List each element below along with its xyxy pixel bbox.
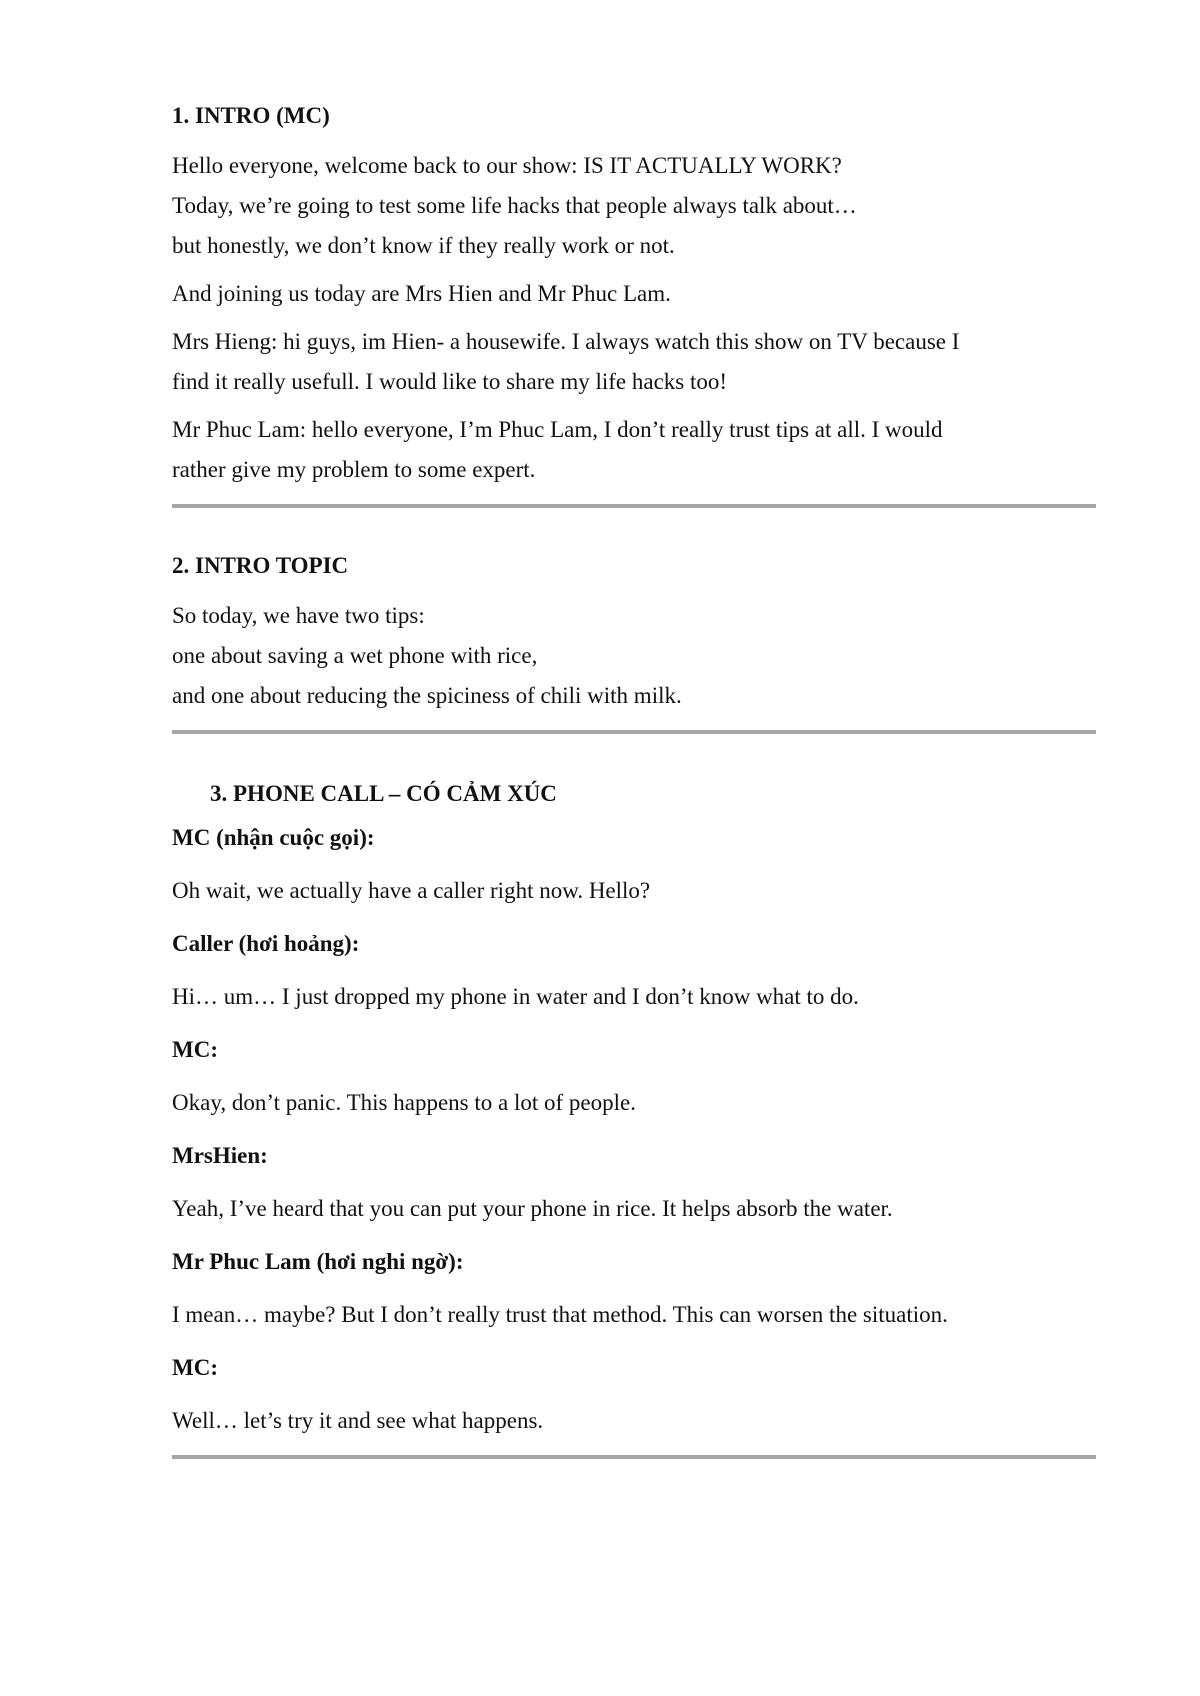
section-divider [172, 1455, 1096, 1459]
speaker-label: MC: [172, 1037, 218, 1062]
text-line: So today, we have two tips: [172, 603, 425, 628]
speaker-label: MC: [172, 1355, 218, 1380]
section-heading: 1. INTRO (MC) [172, 103, 330, 128]
document-page [172, 100, 1096, 1459]
text-line: and one about reducing the spiciness of chili with milk. [172, 683, 682, 708]
text-line: rather give my problem to some expert. [172, 457, 536, 482]
text-line: find it really usefull. I would like to share my life hacks too! [172, 369, 728, 394]
guests-paragraph: And joining us today are Mrs Hien and Mr Phuc Lam. [172, 281, 671, 306]
speaker-label: MrsHien: [172, 1143, 268, 1168]
lam-paragraph [172, 410, 1096, 490]
text-line: Hello everyone, welcome back to our show: IS IT ACTUALLY WORK? [172, 153, 842, 178]
section-divider [172, 730, 1096, 734]
dialogue-line: I mean… maybe? But I don’t really trust that method. This can worsen the situation. [172, 1302, 948, 1327]
text-line: Mrs Hieng: hi guys, im Hien- a housewife. I always watch this show on TV because I [172, 329, 960, 354]
section-divider [172, 504, 1096, 508]
section-phone-call [172, 778, 1096, 1441]
text-line: but honestly, we don’t know if they really work or not. [172, 233, 675, 258]
speaker-label: Mr Phuc Lam (hơi nghi ngờ): [172, 1249, 464, 1274]
section-heading: 3. PHONE CALL – CÓ CẢM XÚC [210, 781, 557, 806]
text-line: one about saving a wet phone with rice, [172, 643, 538, 668]
hien-paragraph [172, 322, 1096, 402]
dialogue-line: Okay, don’t panic. This happens to a lot of people. [172, 1090, 636, 1115]
dialogue-line: Hi… um… I just dropped my phone in water and I don’t know what to do. [172, 984, 859, 1009]
speaker-label: MC (nhận cuộc gọi): [172, 825, 375, 850]
section-intro-mc [172, 100, 1096, 490]
text-line: Today, we’re going to test some life hacks that people always talk about… [172, 193, 857, 218]
dialogue-line: Oh wait, we actually have a caller right now. Hello? [172, 878, 651, 903]
welcome-paragraph [172, 146, 1096, 266]
dialogue-line: Well… let’s try it and see what happens. [172, 1408, 544, 1433]
dialogue [172, 818, 1096, 1441]
section-heading: 2. INTRO TOPIC [172, 553, 349, 578]
text-line: Mr Phuc Lam: hello everyone, I’m Phuc Lam, I don’t really trust tips at all. I would [172, 417, 943, 442]
dialogue-line: Yeah, I’ve heard that you can put your phone in rice. It helps absorb the water. [172, 1196, 893, 1221]
speaker-label: Caller (hơi hoảng): [172, 931, 360, 956]
section-intro-topic [172, 550, 1096, 716]
topic-paragraph [172, 596, 1096, 716]
